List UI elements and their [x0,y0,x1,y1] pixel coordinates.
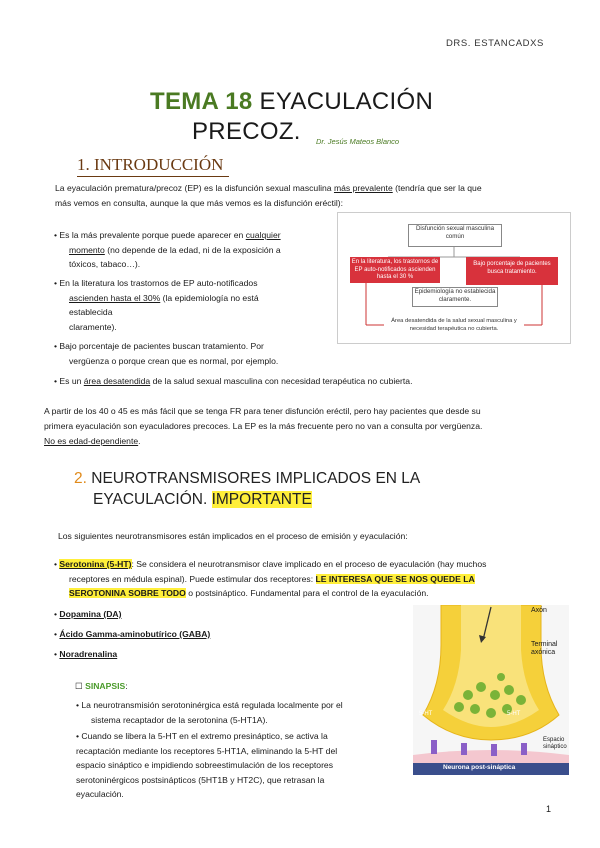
list-item [54,339,354,368]
heading-number: 2. [74,470,87,487]
section-heading-introduccion: 1. INTRODUCCIÓN [77,155,224,174]
bullet-text: eyaculación. [76,789,124,799]
label-synaptic-space [543,737,567,751]
heading-text: EYACULACIÓN. [93,491,208,508]
bullet-dot: • [54,230,58,240]
label-terminal [531,641,557,657]
paragraph-line: . [138,436,141,446]
label-space-line2: sináptico [543,744,567,750]
sinapsis-title: SINAPSIS [85,681,126,691]
diagram-box-bottom: Área desatendida de la salud sexual masculina y necesidad terapéutica no cubierta. [391,318,517,332]
bullet-underlined: ascienden hasta el 30% [69,292,161,303]
bullet-dot: • [76,700,80,710]
label-5ht: 5-HT [507,711,521,717]
bullet-text: de la salud sexual masculina con necesidad terapéutica no cubierta. [150,376,413,386]
section-heading-line2 [93,491,312,509]
bullet-text: (la epidemiología no está [160,292,259,303]
highlight-text: LE INTERESA QUE SE NOS QUEDE LA [315,573,475,584]
page-title [150,88,433,116]
section-heading-neurotransmisores [74,470,420,488]
intro-text: La eyaculación prematura/precoz (EP) es la disfunción sexual masculina [55,183,334,193]
bullet-text: vergüenza o porque crean que es normal, por ejemplo. [69,355,279,366]
section2-intro: Los siguientes neurotransmisores están implicados en el proceso de emisión y eyaculación: [58,531,408,541]
list-item [54,228,344,272]
sinapsis-colon: : [125,681,128,691]
bullet-text: recaptación mediante los receptores 5-HT1A, eliminando la 5-HT del [76,745,338,756]
paragraph-line: primera eyaculación son eyaculadores precoces. La EP es la más frecuente pero no van a consulta por vergüenza. [44,421,483,431]
checkbox-glyph: ☐ [75,681,83,691]
page-header: DRS. ESTANCADXS [445,38,544,49]
bullet-text: espacio sináptico e impidiendo sobreestimulación de los receptores [76,760,334,770]
bullet-text: Es un [59,376,84,386]
bullet-text: o postsináptico. Fundamental para el control de la eyaculación. [185,588,429,598]
bullet-dot: • [54,341,58,351]
diagram-box-top: Disfunción sexual masculina común [408,224,502,247]
title-number: TEMA 18 [150,88,253,115]
page-title-line2: PRECOZ. [192,118,301,145]
heading-highlight: IMPORTANTE [211,491,312,508]
list-item [54,627,210,642]
bullet-text: En la literatura los trastornos de EP auto-notificados [59,278,258,288]
nt-gaba: Ácido Gamma-aminobutírico (GABA) [59,629,211,639]
intro-text-end: (tendría que ser la que [392,183,482,193]
bullet-dot: • [54,376,58,386]
heading-text: NEUROTRANSMISORES IMPLICADOS EN LA [86,470,421,487]
label-postsynaptic: Neurona post-sináptica [443,764,516,771]
label-terminal-line1: Terminal [531,641,558,648]
bullet-dot: • [76,731,80,741]
list-item-serotonina [54,557,564,601]
nt-noradrenalina: Noradrenalina [59,649,118,659]
author: Dr. Jesús Mateos Blanco [316,137,400,146]
bullet-dot: • [54,278,58,288]
bullet-text: Cuando se libera la 5-HT en el extremo presináptico, se activa la [81,731,328,741]
list-item [54,647,117,662]
bullet-text: receptores en médula espinal). Puede estimular dos receptores: [69,573,316,584]
highlight-text: SEROTONINA SOBRE TODO [69,588,186,598]
list-item [54,607,121,622]
nt-serotonina: Serotonina (5-HT) [59,559,132,569]
bullet-dot: • [54,559,58,569]
label-5ht: 5-HT [419,711,433,717]
label-terminal-line2: axónica [531,649,556,656]
title-text: EYACULACIÓN [259,88,434,115]
bullet-text: establecida [69,307,113,317]
intro-line2: más vemos en consulta, aunque la que más vemos es la disfunción eréctil): [55,197,344,208]
bullet-underlined: cualquier [245,230,281,240]
bullet-underlined: momento [69,244,105,255]
bullet-dot: • [54,649,58,659]
sinapsis-label [75,679,128,694]
bullet-text: Bajo porcentaje de pacientes buscan tratamiento. Por [59,341,264,351]
bullet-text: (no depende de la edad, ni de la exposición a [104,244,281,255]
label-axon: Axón [531,607,547,614]
list-item [54,276,344,334]
bullet-text: La neurotransmisión serotoninérgica está regulada localmente por el [81,700,343,710]
synapse-figure [413,605,569,775]
bullet-text: serotoninérgicos postsinápticos (5HT1B y HT2C), que retrasan la [76,774,325,785]
paragraph-line: A partir de los 40 o 45 es más fácil que se tenga FR para tener disfunción eréctil, pero hay pacientes que desde su [44,406,481,416]
list-item [76,729,411,802]
bullet-dot: • [54,629,58,639]
intro-paragraph [55,181,555,210]
label-space-line1: Espacio [543,737,565,743]
bullet-text: claramente). [69,321,117,332]
ep-diagram [337,212,571,344]
diagram-box-left: En la literatura, los trastornos de EP auto-notificados ascienden hasta el 30 % [350,257,440,283]
paragraph-underlined: No es edad-dependiente [44,436,139,446]
paragraph [44,404,564,449]
bullet-text: tóxicos, tabaco…). [69,259,141,269]
bullet-underlined: área desatendida [83,376,151,386]
bullet-text: : Se considera el neurotransmisor clave implicado en el proceso de eyaculación (hay muchos [131,559,487,569]
nt-dopamina: Dopamina (DA) [59,609,122,619]
intro-underlined: más prevalente [333,183,393,193]
list-item [54,374,554,389]
bullet-text: sistema recaptador de la serotonina (5-HT1A). [91,714,268,725]
bullet-text: Es la más prevalente porque puede aparecer en [59,230,246,240]
diagram-box-mid: Epidemiología no establecida claramente. [412,287,498,307]
heading-underline [77,176,229,177]
list-item [76,698,406,727]
page-number: 1 [545,804,551,814]
bullet-dot: • [54,609,58,619]
diagram-box-right: Bajo porcentaje de pacientes busca tratamiento. [466,257,558,285]
